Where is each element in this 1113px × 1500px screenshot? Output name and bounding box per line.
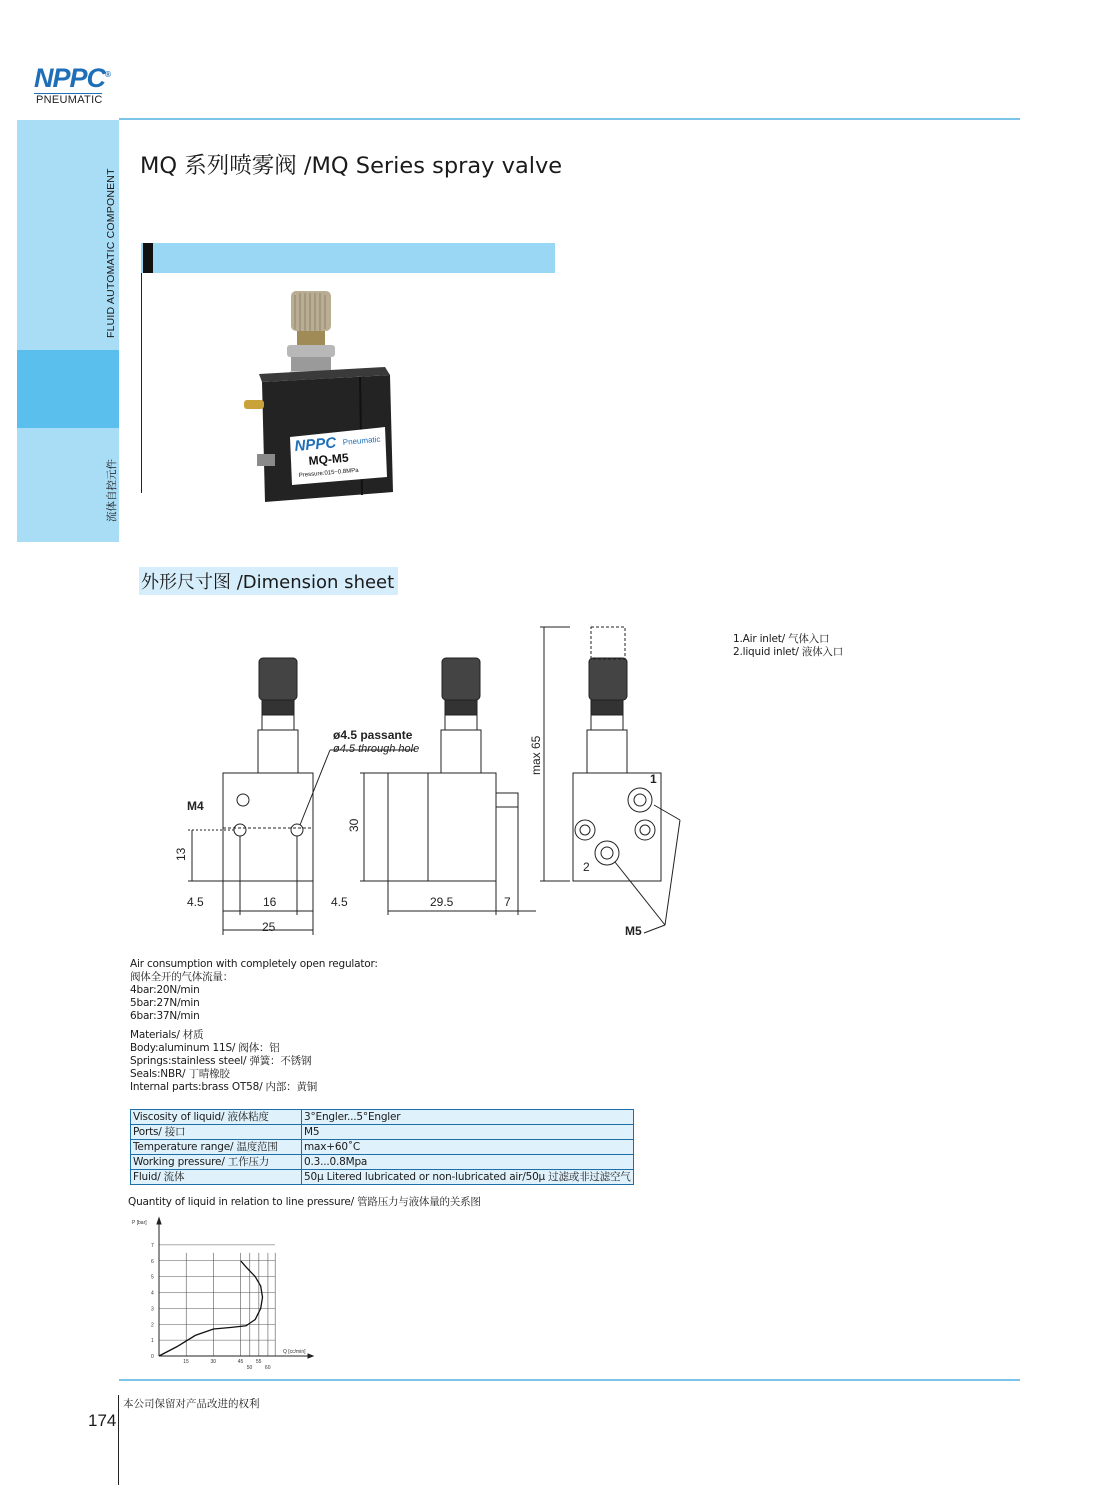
hole-label-1: ø4.5 passante <box>333 728 413 742</box>
table-row <box>131 1170 634 1185</box>
spec-value: 3°Engler...5°Engler <box>302 1110 634 1125</box>
table-row <box>131 1110 634 1125</box>
spec-label: Fluid/ 流体 <box>131 1170 302 1185</box>
air-consumption-title: Air consumption with completely open regulator: <box>130 958 378 970</box>
chart-x-tick: 45 <box>237 1359 244 1365</box>
dim-25: 25 <box>262 920 276 934</box>
air-consumption-line: 6bar:37N/min <box>130 1010 200 1022</box>
chart-y-ticks <box>151 1243 154 1360</box>
hole-label-2: ø4.5 through hole <box>333 743 420 755</box>
air-consumption-line: 5bar:27N/min <box>130 997 200 1009</box>
footer-rule <box>119 1379 1020 1381</box>
chart-y-tick: 7 <box>151 1242 154 1249</box>
materials-line: Springs:stainless steel/ 弹簧：不锈钢 <box>130 1055 312 1067</box>
dimension-drawing <box>170 615 710 945</box>
photo-brand-sub: Pneumatic <box>342 434 381 447</box>
pressure-flow-chart <box>128 1212 328 1382</box>
dim-30: 30 <box>347 818 361 832</box>
chart-y-tick: 0 <box>151 1354 154 1360</box>
table-row <box>131 1125 634 1140</box>
photo-brand: NPPC <box>293 434 337 455</box>
chart-x-arrow <box>308 1354 313 1358</box>
header-rule <box>119 118 1020 120</box>
dim-13: 13 <box>174 847 188 861</box>
materials-title: Materials/ 材质 <box>130 1029 204 1041</box>
dim-4-5-right: 4.5 <box>331 895 348 909</box>
footer-vertical-rule <box>118 1395 119 1485</box>
side-label-cn: 流体自控元件 <box>106 459 118 522</box>
chart-y-tick: 2 <box>151 1322 154 1329</box>
dimension-heading: 外形尺寸图 /Dimension sheet <box>139 567 398 595</box>
chart-axes <box>157 1218 313 1358</box>
side-label-en: FLUID AUTOMATIC COMPONENT <box>105 168 117 338</box>
bolt <box>257 454 275 466</box>
footer-note: 本公司保留对产品改进的权利 <box>123 1398 260 1410</box>
chart-y-tick: 5 <box>151 1274 154 1281</box>
section-bar <box>141 243 555 273</box>
front-view <box>188 658 415 935</box>
chart-grid <box>159 1245 275 1356</box>
dim-4-5-left: 4.5 <box>187 895 204 909</box>
section-bar-tab <box>143 243 153 273</box>
product-photo <box>235 287 405 517</box>
port-2-label: 2 <box>583 860 590 874</box>
m5-label: M5 <box>625 924 642 938</box>
materials-line: Seals:NBR/ 丁晴橡胶 <box>130 1068 230 1080</box>
table-row <box>131 1140 634 1155</box>
spec-value: 0.3...0.8Mpa <box>302 1155 634 1170</box>
spec-table <box>130 1109 634 1185</box>
air-consumption-line: 4bar:20N/min <box>130 984 200 996</box>
materials <box>130 1029 317 1094</box>
photo-pressure: Pressure:015~0.8MPa <box>298 467 359 479</box>
port-legend <box>733 633 843 659</box>
chart-y-tick: 1 <box>151 1338 154 1345</box>
table-row <box>131 1155 634 1170</box>
air-consumption-title-cn: 阀体全开的气体流量： <box>130 971 233 983</box>
dim-7: 7 <box>504 895 511 909</box>
air-consumption <box>130 958 378 1023</box>
chart-y-arrow <box>157 1218 161 1224</box>
brand-subtitle: PNEUMATIC <box>36 94 103 106</box>
materials-line: Internal parts:brass OT58/ 内部：黄铜 <box>130 1081 318 1093</box>
page-number: 174 <box>88 1411 117 1430</box>
chart-x-label: Q [cc/min] <box>283 1349 306 1355</box>
chart-x-tick: 30 <box>210 1359 217 1365</box>
logo-underline <box>34 93 102 94</box>
chart-y-label: P [bar] <box>132 1220 147 1226</box>
chart-x-ticks <box>183 1359 270 1371</box>
dim-29-5: 29.5 <box>430 895 454 909</box>
air-fitting <box>244 400 264 409</box>
spec-label: Ports/ 接口 <box>131 1125 302 1140</box>
spec-label: Working pressure/ 工作压力 <box>131 1155 302 1170</box>
chart-caption: Quantity of liquid in relation to line pressure/ 管路压力与液体量的关系图 <box>128 1196 481 1208</box>
side-band-highlight <box>17 350 119 428</box>
legend-item-2: 2.liquid inlet/ 液体入口 <box>733 646 844 658</box>
spec-label: Viscosity of liquid/ 液体粘度 <box>131 1110 302 1125</box>
rear-view <box>573 627 680 933</box>
spec-label: Temperature range/ 温度范围 <box>131 1140 302 1155</box>
spec-value: max+60˚C <box>302 1140 634 1155</box>
dim-16: 16 <box>263 895 277 909</box>
chart-x-tick: 50 <box>246 1365 253 1371</box>
chart-x-tick: 55 <box>255 1359 262 1365</box>
dim-max65: max 65 <box>529 735 543 775</box>
photo-model: MQ-M5 <box>308 450 350 468</box>
brand-logo: NPPC® <box>34 63 110 93</box>
chart-x-tick: 60 <box>264 1365 271 1371</box>
m4-label: M4 <box>187 799 204 813</box>
chart-y-tick: 3 <box>151 1306 154 1313</box>
chart-y-tick: 6 <box>151 1258 154 1265</box>
spec-value: M5 <box>302 1125 634 1140</box>
port-1-label: 1 <box>650 772 657 786</box>
spec-value: 50μ Litered lubricated or non-lubricated air/50μ 过滤或非过滤空气 <box>302 1170 634 1185</box>
page-title: MQ 系列喷雾阀 /MQ Series spray valve <box>140 153 563 179</box>
materials-line: Body:aluminum 11S/ 阀体：铝 <box>130 1042 280 1054</box>
chart-x-tick: 15 <box>183 1359 189 1365</box>
legend-item-1: 1.Air inlet/ 气体入口 <box>733 633 830 645</box>
section-vertical-rule <box>141 273 142 493</box>
chart-y-tick: 4 <box>151 1290 154 1297</box>
